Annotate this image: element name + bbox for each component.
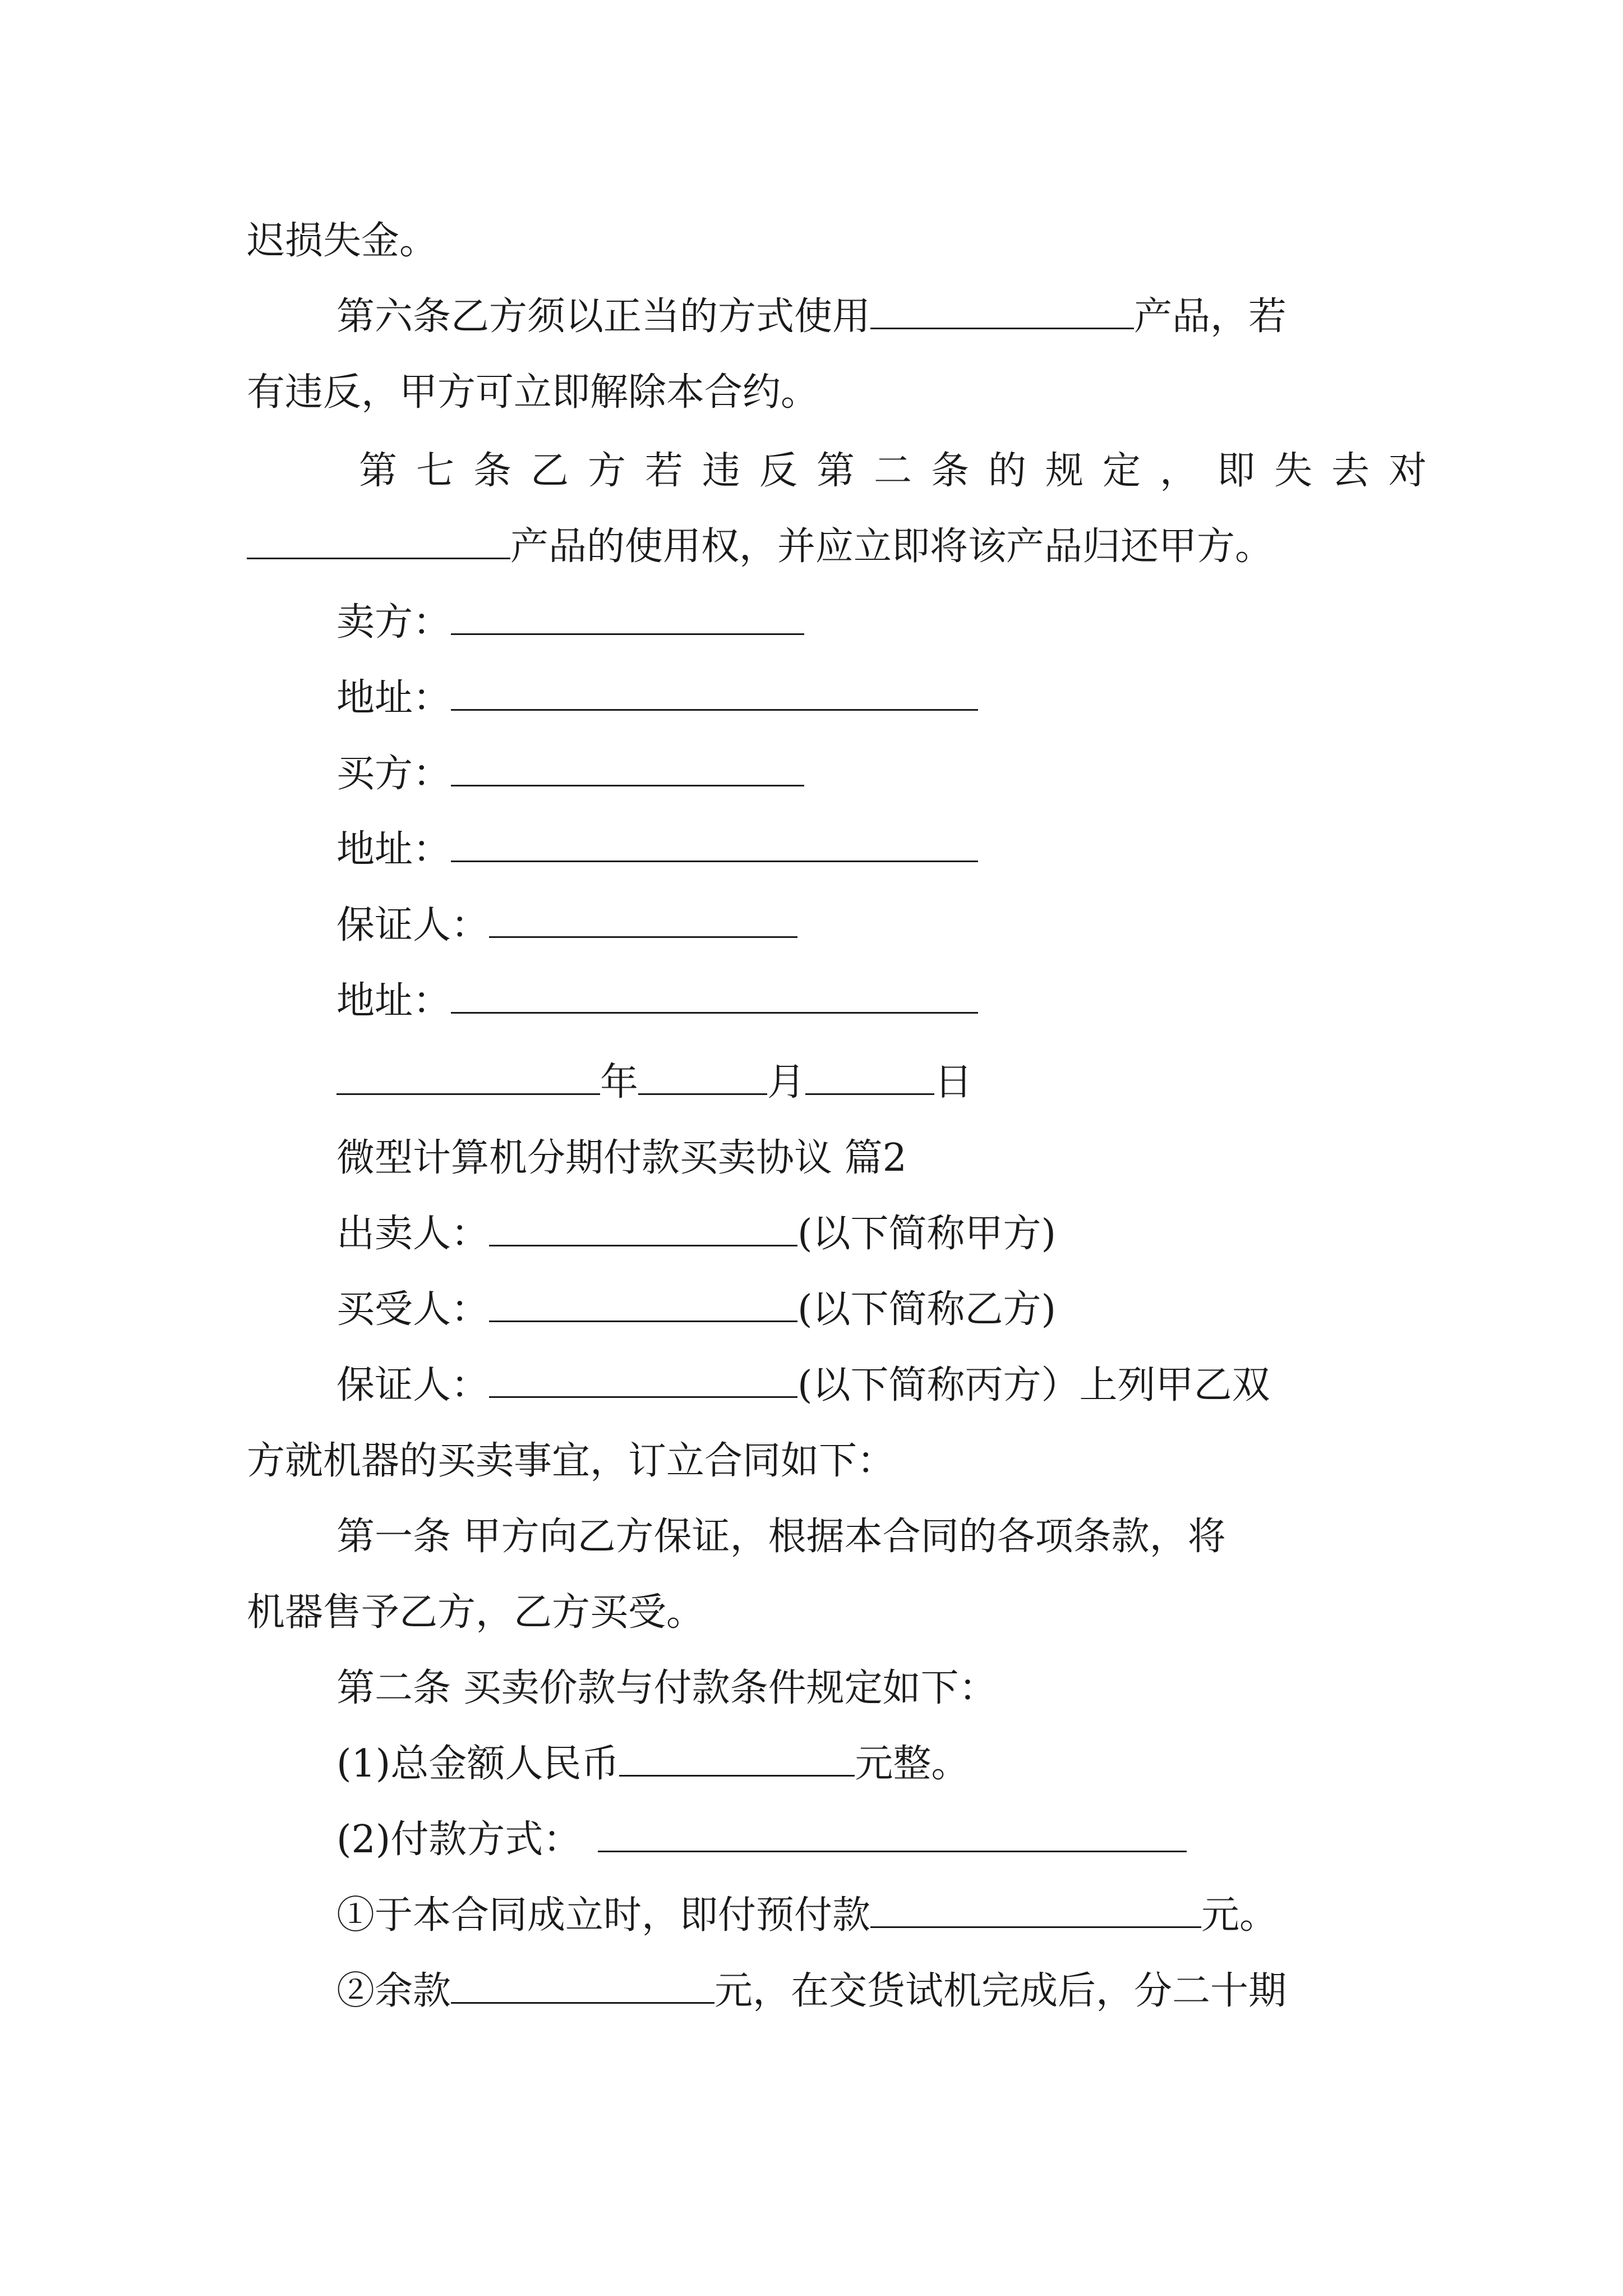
continuation-text: 迟损失金。 [247,219,438,263]
seller-line [336,595,804,651]
address-label-1: 地址： [336,676,451,720]
buyer-label: 买方： [336,752,451,796]
year-blank[interactable] [336,1060,600,1095]
guarantor2-label: 保证人： [336,1363,490,1407]
item-1-line [336,1736,969,1792]
article-7-line-2 [247,519,1273,575]
guarantor2-note: (以下简称丙方）上列甲乙双 [797,1363,1270,1407]
section-title [336,1130,907,1186]
item-1-text-end: 元整。 [855,1742,970,1786]
agreement-title: 微型计算机分期付款买卖协议 篇2 [336,1136,907,1180]
article-1-line-2 [247,1585,704,1641]
month-blank[interactable] [638,1060,767,1095]
article-6-line-1 [336,289,1287,345]
guarantor2-blank[interactable] [489,1363,797,1398]
year-label: 年 [600,1060,639,1105]
article-1-text-2: 机器售予乙方，乙方买受。 [247,1590,705,1635]
address-blank-3[interactable] [451,978,978,1014]
month-label: 月 [767,1060,806,1105]
seller-blank[interactable] [451,600,804,635]
sub-item-2-text-end: 元，在交货试机完成后，分二十期 [714,1969,1287,2013]
item-1-text: (1)总金额人民币 [336,1742,620,1786]
sub-item-1-line [336,1888,1278,1944]
seller2-blank[interactable] [489,1211,797,1246]
article-1-text: 第一条 甲方向乙方保证，根据本合同的各项条款，将 [336,1515,1226,1559]
payment-method-blank[interactable] [598,1817,1187,1852]
address-blank-1[interactable] [451,675,978,711]
seller2-label: 出卖人： [336,1212,490,1256]
guarantor-blank[interactable] [489,903,797,938]
address-blank-2[interactable] [451,827,978,862]
preamble-text: 方就机器的买卖事宜，订立合同如下： [247,1439,896,1483]
buyer2-line [336,1282,1056,1338]
seller-label: 卖方： [336,600,451,645]
text-line-1 [247,213,437,269]
date-line [336,1055,972,1111]
item-2-line [336,1812,1187,1868]
article-7-line-1 [359,443,1446,499]
buyer-blank[interactable] [451,751,804,786]
guarantor-label: 保证人： [336,903,490,947]
seller2-note: (以下简称甲方) [797,1212,1057,1256]
address-label-2: 地址： [336,827,451,872]
sub-item-2-text: ②余款 [336,1969,451,2013]
sub-item-1-text-end: 元。 [1201,1893,1278,1938]
product-blank[interactable] [870,294,1134,329]
buyer2-label: 买受人： [336,1287,490,1332]
buyer2-note: (以下简称乙方) [797,1287,1057,1332]
article-6-line-2 [247,365,819,421]
balance-blank[interactable] [451,1968,714,2004]
sub-item-1-text: ①于本合同成立时，即付预付款 [336,1893,871,1938]
article-2-text: 第二条 买卖价款与付款条件规定如下： [336,1666,997,1710]
item-2-text: (2)付款方式： [336,1818,582,1862]
article-1-line-1 [336,1509,1226,1565]
seller2-line [336,1206,1056,1262]
total-amount-blank[interactable] [619,1741,855,1777]
address-line-3 [336,973,978,1029]
article-7-text-2: 产品的使用权，并应立即将该产品归还甲方。 [510,524,1274,569]
prepayment-blank[interactable] [870,1893,1201,1928]
day-blank[interactable] [805,1060,934,1095]
article-6-text: 第六条乙方须以正当的方式使用 [336,295,871,339]
address-label-3: 地址： [336,979,451,1023]
article-2-line [336,1660,997,1717]
address-line-2 [336,822,978,878]
guarantor-line [336,898,797,954]
address-line-1 [336,670,978,726]
article-6-text-end: 产品，若 [1134,295,1287,339]
sub-item-2-line [336,1963,1287,2019]
article-7-text: 第七条乙方若违反第二条的规定，即失去对 [359,449,1446,493]
article-6-text-2: 有违反，甲方可立即解除本合约。 [247,370,819,415]
buyer2-blank[interactable] [489,1287,797,1322]
preamble-line [247,1433,895,1489]
product-blank-2[interactable] [247,524,510,559]
day-label: 日 [934,1060,973,1105]
guarantor2-line [336,1358,1270,1414]
buyer-line [336,746,804,802]
